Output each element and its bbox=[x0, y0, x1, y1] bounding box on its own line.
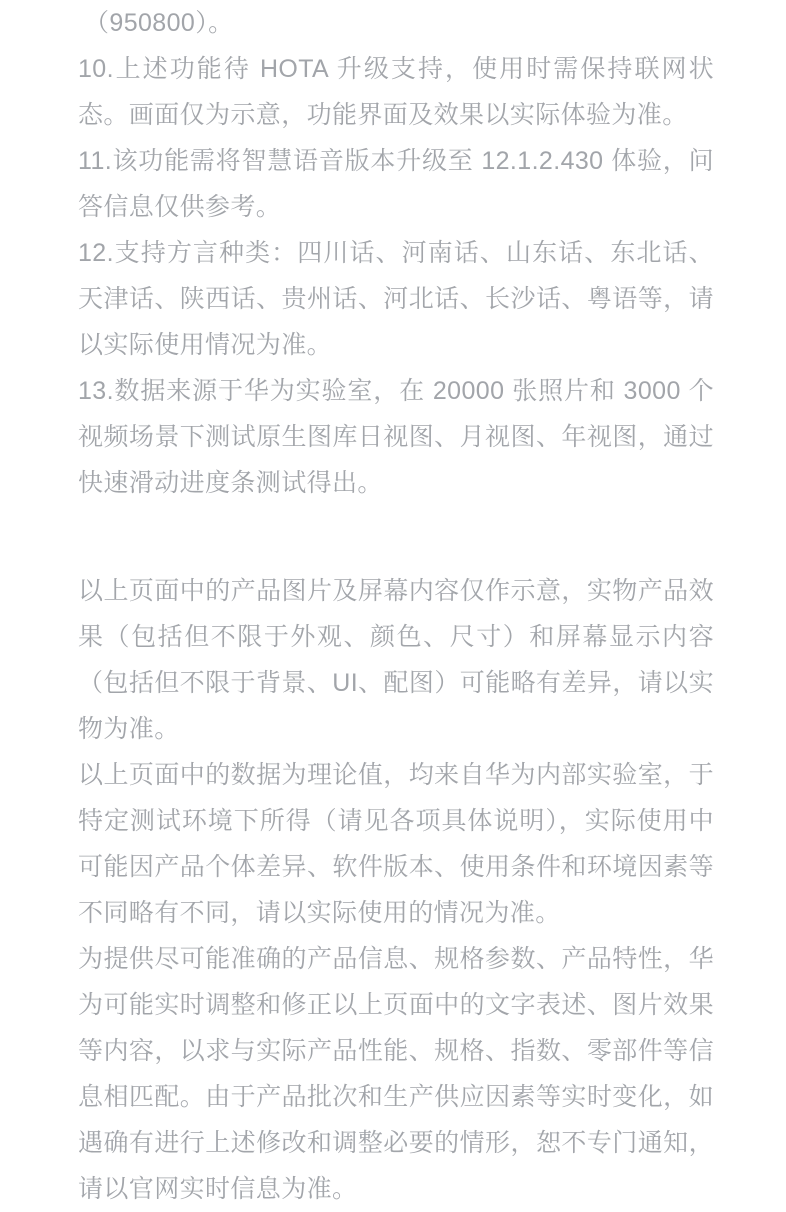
list-item: 为提供尽可能准确的产品信息、规格参数、产品特性，华为可能实时调整和修正以上页面中的文字表述、图片效果等内容，以求与实际产品性能、规格、指数、零部件等信息相匹配。由于产品批次和生产供应因素等实时变化，如遇确有进行上述修改和调整必要的情形，恕不专门通知，请以官网实时信息为准。 bbox=[78, 945, 714, 1203]
numbered-notes-list bbox=[78, 46, 714, 506]
section-spacer bbox=[78, 506, 714, 568]
top-partial-line: （950800）。 bbox=[84, 9, 234, 37]
list-item: 以上页面中的产品图片及屏幕内容仅作示意，实物产品效果（包括但不限于外观、颜色、尺寸）和屏幕显示内容（包括但不限于背景、UI、配图）可能略有差异，请以实物为准。 bbox=[78, 577, 714, 743]
list-item: 13.数据来源于华为实验室，在 20000 张照片和 3000 个视频场景下测试原生图库日视图、月视图、年视图，通过快速滑动进度条测试得出。 bbox=[78, 377, 714, 497]
list-item: 12.支持方言种类：四川话、河南话、山东话、东北话、天津话、陕西话、贵州话、河北话、长沙话、粤语等，请以实际使用情况为准。 bbox=[78, 239, 714, 359]
list-item: 10.上述功能待 HOTA 升级支持，使用时需保持联网状态。画面仅为示意，功能界面及效果以实际体验为准。 bbox=[78, 55, 714, 129]
list-item: 以上页面中的数据为理论值，均来自华为内部实验室，于特定测试环境下所得（请见各项具体说明），实际使用中可能因产品个体差异、软件版本、使用条件和环境因素等不同略有不同，请以实际使用的情况为准。 bbox=[78, 761, 714, 927]
list-item: 11.该功能需将智慧语音版本升级至 12.1.2.430 体验，问答信息仅供参考。 bbox=[78, 147, 714, 221]
general-disclaimers-list bbox=[78, 568, 714, 1212]
